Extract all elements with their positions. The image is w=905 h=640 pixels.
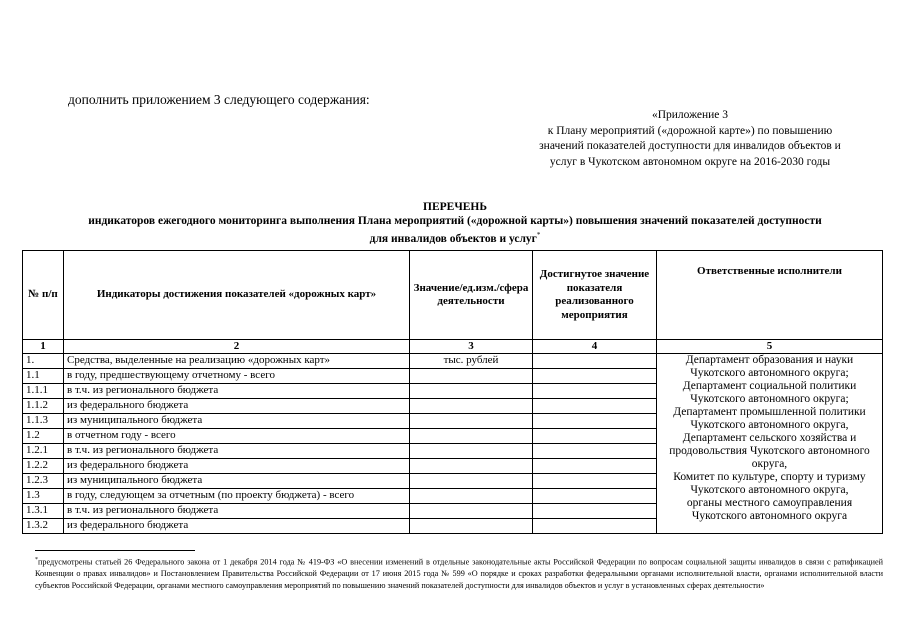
row-achieved — [533, 369, 657, 384]
row-achieved — [533, 354, 657, 369]
row-value — [410, 384, 533, 399]
column-number: 3 — [410, 340, 533, 354]
row-number: 1.2.1 — [23, 444, 64, 459]
responsible-line: Департамент образования и науки — [685, 354, 854, 366]
row-value — [410, 489, 533, 504]
table-header-row — [23, 251, 883, 340]
footnote-text: предусмотрены статьей 26 Федерального закона от 1 декабря 2014 года № 419-ФЗ «О внесении изменений в отдельные законодательные акты Российской Федерации по вопросам социальной защиты инвалидов в связи с ратификацией Конвенции о правах инвалидов» и Постановлением Правительства Российской Федерации от 17 июня 2015 года № 599 «О порядке и сроках разработки федеральными органами исполнительной власти, органами исполнительной власти субъектов Российской Федерации, органами местного самоуправления мероприятий по повышению значений показателей доступности для инвалидов объектов и услуг в установленных сферах деятельности» — [35, 557, 883, 590]
appendix-line: значений показателей доступности для инвалидов объектов и — [539, 140, 841, 152]
responsible-line: Департамент сельского хозяйства и — [682, 432, 857, 444]
row-number: 1.2.3 — [23, 474, 64, 489]
responsible-line: Департамент промышленной политики — [673, 406, 866, 418]
row-achieved — [533, 384, 657, 399]
row-achieved — [533, 429, 657, 444]
row-number: 1.1.3 — [23, 414, 64, 429]
responsible-line: продовольствия Чукотского автономного — [669, 445, 870, 457]
responsible-line: Чукотского автономного округа — [691, 510, 848, 522]
footnote-divider — [35, 550, 195, 551]
row-indicator: в году, следующем за отчетным (по проекту бюджета) - всего — [64, 489, 410, 504]
row-indicator: в году, предшествующему отчетному - всего — [64, 369, 410, 384]
row-value — [410, 414, 533, 429]
row-value — [410, 519, 533, 534]
header-achieved: Достигнутое значение показателя реализованного мероприятия — [533, 251, 657, 340]
column-number: 2 — [64, 340, 410, 354]
responsible-line: Чукотского автономного округа, — [690, 419, 849, 431]
row-achieved — [533, 474, 657, 489]
title-line-text: для инвалидов объектов и услуг — [369, 232, 537, 245]
appendix-line: к Плану мероприятий («дорожной карте») по повышению — [547, 124, 833, 137]
column-number: 5 — [657, 340, 883, 354]
title-line — [20, 228, 890, 246]
row-value — [410, 504, 533, 519]
row-value — [410, 459, 533, 474]
row-value: тыс. рублей — [410, 354, 533, 369]
row-number: 1.1 — [23, 369, 64, 384]
document-title — [20, 200, 890, 246]
row-indicator: из федерального бюджета — [64, 459, 410, 474]
header-indicators: Индикаторы достижения показателей «дорожных карт» — [64, 251, 410, 340]
row-value — [410, 474, 533, 489]
responsible-line: Департамент социальной политики — [682, 380, 857, 392]
appendix-header — [500, 108, 880, 170]
responsible-line: Чукотского автономного округа; — [690, 367, 849, 379]
row-indicator: в т.ч. из регионального бюджета — [64, 504, 410, 519]
row-indicator: из муниципального бюджета — [64, 414, 410, 429]
row-achieved — [533, 519, 657, 534]
responsible-line: округа, — [751, 458, 788, 470]
column-number-row — [23, 340, 883, 354]
column-number: 4 — [533, 340, 657, 354]
row-number: 1.3.1 — [23, 504, 64, 519]
row-indicator: из федерального бюджета — [64, 399, 410, 414]
responsible-line: Чукотского автономного округа, — [690, 484, 849, 496]
row-indicator: в отчетном году - всего — [64, 429, 410, 444]
header-value: Значение/ед.изм./сфера деятельности — [410, 251, 533, 340]
row-number: 1. — [23, 354, 64, 369]
row-number: 1.3 — [23, 489, 64, 504]
row-indicator: Средства, выделенные на реализацию «дорожных карт» — [64, 354, 410, 369]
row-achieved — [533, 414, 657, 429]
row-number: 1.1.2 — [23, 399, 64, 414]
responsible-line: органы местного самоуправления — [686, 497, 853, 509]
row-value — [410, 369, 533, 384]
row-value — [410, 444, 533, 459]
row-indicator: из муниципального бюджета — [64, 474, 410, 489]
appendix-line: услуг в Чукотском автономном округе на 2016-2030 годы — [549, 155, 831, 168]
row-number: 1.1.1 — [23, 384, 64, 399]
row-achieved — [533, 444, 657, 459]
row-value — [410, 399, 533, 414]
row-indicator: в т.ч. из регионального бюджета — [64, 444, 410, 459]
title-line: индикаторов ежегодного мониторинга выполнения Плана мероприятий («дорожной карты») повышения значений показателей доступности — [88, 215, 822, 227]
footnote-mark: * — [536, 231, 541, 239]
responsible-executors — [657, 354, 883, 534]
footnote-mark: * — [35, 557, 38, 563]
row-number: 1.3.2 — [23, 519, 64, 534]
responsible-line: Чукотского автономного округа; — [690, 393, 849, 405]
row-indicator: в т.ч. из регионального бюджета — [64, 384, 410, 399]
responsible-line: Комитет по культуре, спорту и туризму — [673, 471, 866, 483]
row-indicator: из федерального бюджета — [64, 519, 410, 534]
appendix-line: «Приложение 3 — [651, 109, 729, 121]
intro-text: дополнить приложением 3 следующего содержания: — [68, 92, 370, 107]
row-number: 1.2.2 — [23, 459, 64, 474]
title-heading: ПЕРЕЧЕНЬ — [423, 201, 487, 213]
header-num: № п/п — [23, 251, 64, 340]
row-achieved — [533, 459, 657, 474]
row-achieved — [533, 489, 657, 504]
footnote — [35, 555, 883, 591]
row-value — [410, 429, 533, 444]
row-number: 1.2 — [23, 429, 64, 444]
indicators-table — [22, 250, 883, 534]
column-number: 1 — [23, 340, 64, 354]
table-row — [23, 354, 883, 369]
row-achieved — [533, 504, 657, 519]
row-achieved — [533, 399, 657, 414]
header-responsible: Ответственные исполнители — [657, 251, 883, 340]
